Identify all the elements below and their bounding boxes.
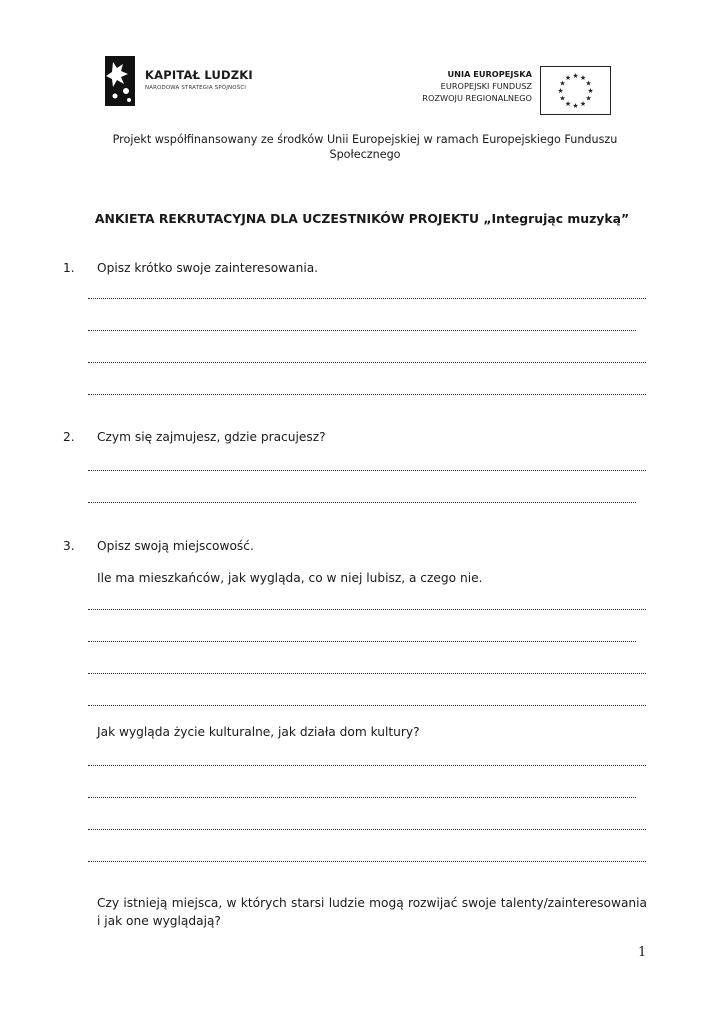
- answer-line[interactable]: [88, 641, 636, 642]
- kl-logo-subtitle: NARODOWA STRATEGIA SPÓJNOŚCI: [145, 85, 247, 91]
- answer-line[interactable]: [88, 330, 636, 331]
- eu-logo: [412, 66, 612, 120]
- answer-line[interactable]: [88, 394, 646, 395]
- svg-text:★: ★: [585, 94, 592, 103]
- svg-text:★: ★: [572, 72, 579, 80]
- cofinancing-note: Projekt współfinansowany ze środków Unii Europejskiej w ramach Europejskiego Funduszu Społecznego: [112, 133, 618, 161]
- eu-flag: [540, 66, 611, 115]
- answer-line[interactable]: [88, 861, 646, 862]
- kapital-ludzki-emblem-icon: [103, 54, 137, 108]
- svg-text:★: ★: [564, 100, 572, 108]
- kapital-ludzki-logo: [103, 54, 273, 112]
- answer-line[interactable]: [88, 298, 646, 299]
- answer-line[interactable]: [88, 362, 646, 363]
- question-number: 2.: [63, 430, 75, 444]
- page-number: 1: [638, 945, 647, 960]
- svg-text:★: ★: [579, 100, 587, 108]
- answer-line[interactable]: [88, 502, 636, 503]
- question-number: 1.: [63, 261, 75, 275]
- answer-line[interactable]: [88, 470, 646, 471]
- svg-text:★: ★: [579, 74, 587, 82]
- eu-logo-line1: UNIA EUROPEJSKA: [447, 69, 532, 79]
- answer-line[interactable]: [88, 829, 646, 830]
- svg-text:★: ★: [559, 79, 566, 88]
- eu-logo-text: [412, 68, 532, 104]
- question-subtext: Jak wygląda życie kulturalne, jak działa dom kultury?: [97, 725, 420, 739]
- document-title: ANKIETA REKRUTACYJNA DLA UCZESTNIKÓW PROJEKTU „Integrując muzyką”: [94, 211, 630, 226]
- answer-line[interactable]: [88, 609, 646, 610]
- answer-line[interactable]: [88, 705, 646, 706]
- eu-stars-icon: [541, 67, 610, 114]
- question-text: Czym się zajmujesz, gdzie pracujesz?: [97, 430, 326, 444]
- eu-logo-line2: EUROPEJSKI FUNDUSZ: [440, 81, 532, 91]
- svg-text:★: ★: [587, 87, 594, 95]
- question-text: Opisz swoją miejscowość.: [97, 539, 254, 553]
- svg-text:★: ★: [559, 94, 566, 103]
- question-subtext: Ile ma mieszkańców, jak wygląda, co w niej lubisz, a czego nie.: [97, 571, 483, 585]
- kl-logo-title: KAPITAŁ LUDZKI: [145, 68, 253, 82]
- answer-line[interactable]: [88, 673, 646, 674]
- svg-text:★: ★: [564, 74, 572, 82]
- question-subtext: Czy istnieją miejsca, w których starsi ludzie mogą rozwijać swoje talenty/zainteresowania i jak one wyglądają?: [97, 896, 647, 928]
- question-number: 3.: [63, 539, 75, 553]
- question-text: Opisz krótko swoje zainteresowania.: [97, 261, 319, 275]
- svg-text:★: ★: [557, 87, 564, 95]
- eu-logo-line3: ROZWOJU REGIONALNEGO: [422, 93, 532, 103]
- answer-line[interactable]: [88, 797, 636, 798]
- svg-text:★: ★: [585, 79, 592, 88]
- svg-text:★: ★: [572, 102, 579, 110]
- answer-line[interactable]: [88, 765, 646, 766]
